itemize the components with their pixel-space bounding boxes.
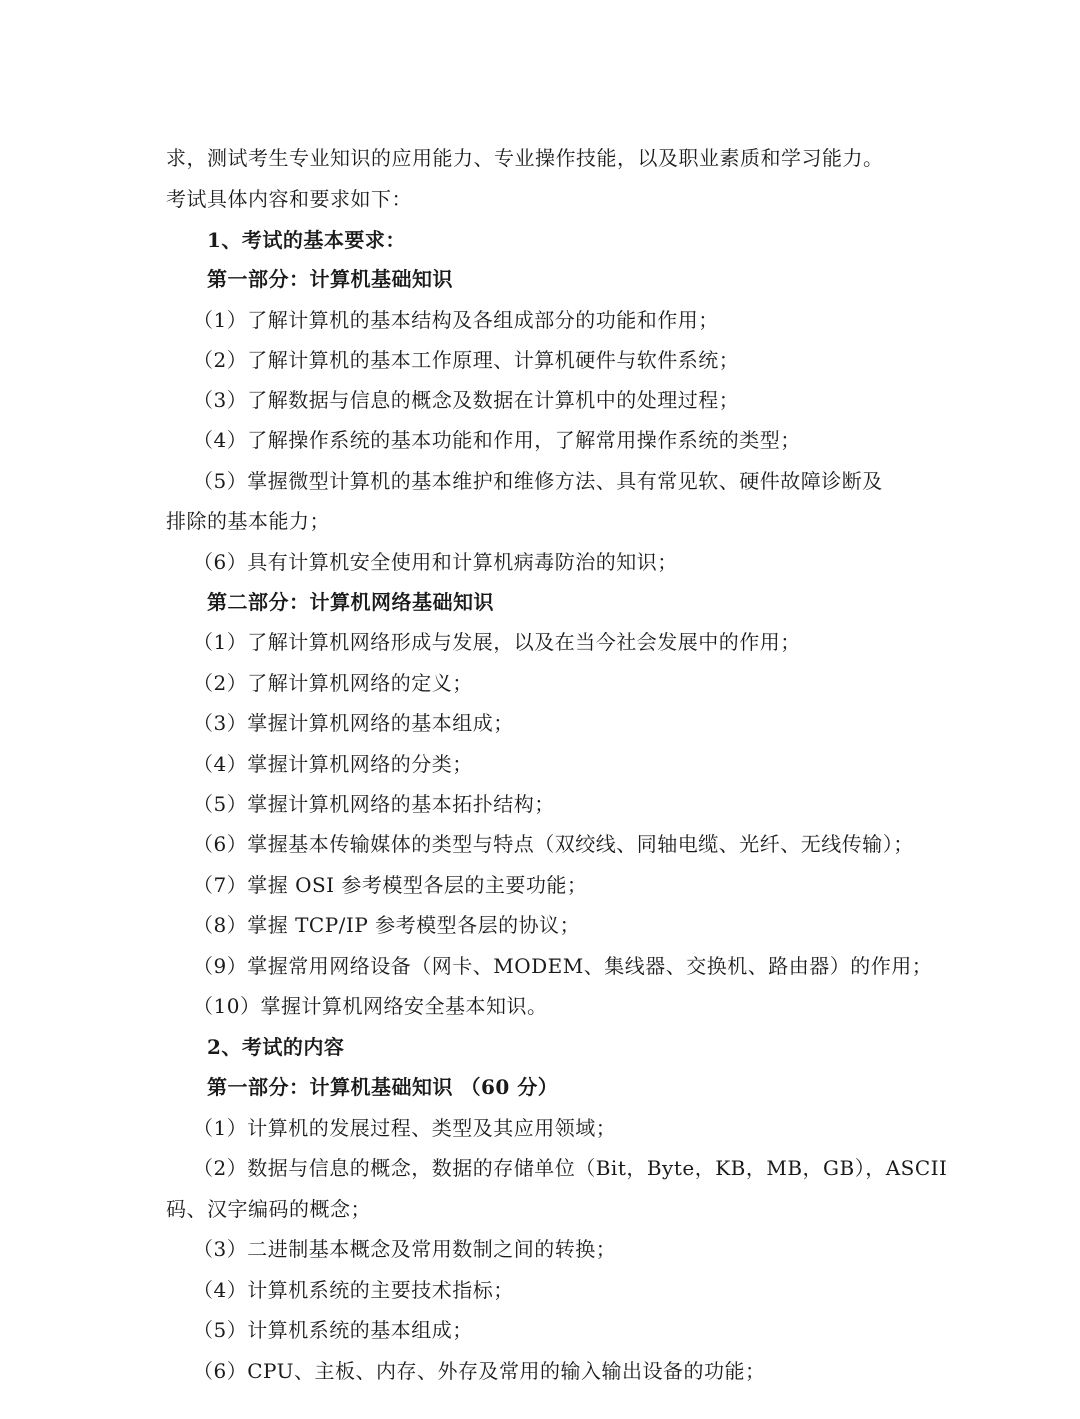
section-1-part-2-title: 第二部分：计算机网络基础知识: [207, 590, 494, 614]
list-item: （8）掌握 TCP/IP 参考模型各层的协议；: [193, 913, 581, 937]
list-item-continuation: 排除的基本能力；: [166, 509, 330, 533]
section-2-heading: 2、考试的内容: [207, 1035, 345, 1059]
intro-line-1: 求，测试考生专业知识的应用能力、专业操作技能，以及职业素质和学习能力。: [166, 146, 884, 170]
list-item: （4）了解操作系统的基本功能和作用，了解常用操作系统的类型；: [193, 428, 801, 452]
list-item: （6）CPU、主板、内存、外存及常用的输入输出设备的功能；: [193, 1359, 766, 1383]
list-item: （3）了解数据与信息的概念及数据在计算机中的处理过程；: [193, 388, 740, 412]
list-item: （5）掌握计算机网络的基本拓扑结构；: [193, 792, 555, 816]
list-item: （6）具有计算机安全使用和计算机病毒防治的知识；: [193, 550, 678, 574]
section-1-heading: 1、考试的基本要求：: [207, 228, 406, 252]
list-item: （4）掌握计算机网络的分类；: [193, 752, 473, 776]
list-item: （3）二进制基本概念及常用数制之间的转换；: [193, 1237, 617, 1261]
list-item: （4）计算机系统的主要技术指标；: [193, 1278, 514, 1302]
list-item: （1）了解计算机的基本结构及各组成部分的功能和作用；: [193, 308, 719, 332]
list-item: （2）了解计算机的基本工作原理、计算机硬件与软件系统；: [193, 348, 740, 372]
section-2-part-1-title: 第一部分：计算机基础知识 （60 分）: [207, 1075, 559, 1099]
list-item: （10）掌握计算机网络安全基本知识。: [193, 994, 548, 1018]
list-item: （6）掌握基本传输媒体的类型与特点（双绞线、同轴电缆、光纤、无线传输）；: [193, 832, 914, 856]
list-item: （5）掌握微型计算机的基本维护和维修方法、具有常见软、硬件故障诊断及: [193, 469, 883, 493]
list-item: （9）掌握常用网络设备（网卡、MODEM、集线器、交换机、路由器）的作用；: [193, 954, 933, 978]
list-item: （2）了解计算机网络的定义；: [193, 671, 473, 695]
intro-line-2: 考试具体内容和要求如下：: [166, 187, 412, 211]
list-item: （2）数据与信息的概念，数据的存储单位（Bit，Byte，KB，MB，GB），ASCII: [193, 1156, 948, 1180]
section-1-part-1-title: 第一部分：计算机基础知识: [207, 267, 453, 291]
list-item: （7）掌握 OSI 参考模型各层的主要功能；: [193, 873, 588, 897]
list-item: （1）了解计算机网络形成与发展，以及在当今社会发展中的作用；: [193, 630, 801, 654]
list-item: （3）掌握计算机网络的基本组成；: [193, 711, 514, 735]
list-item: （1）计算机的发展过程、类型及其应用领域；: [193, 1116, 617, 1140]
list-item: （5）计算机系统的基本组成；: [193, 1318, 473, 1342]
list-item-continuation: 码、汉字编码的概念；: [166, 1197, 371, 1221]
